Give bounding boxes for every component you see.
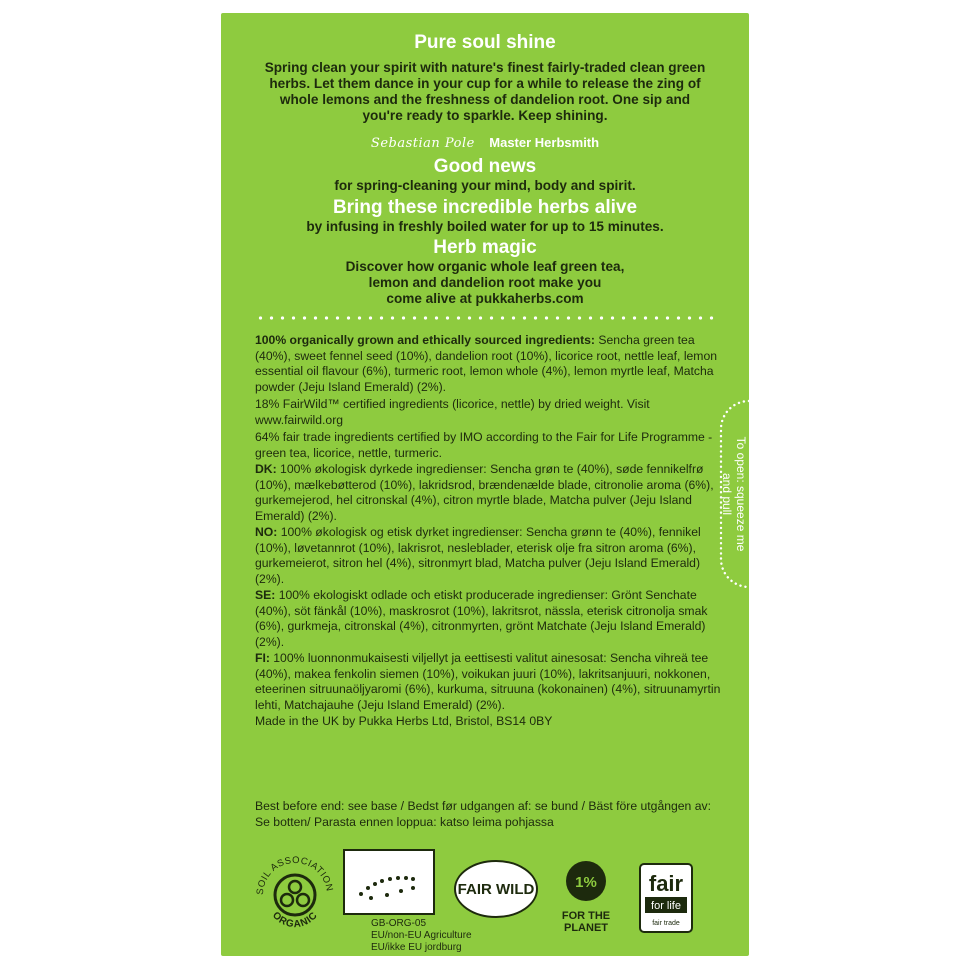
fair-for-life-icon xyxy=(639,863,693,933)
svg-text:ORGANIC: ORGANIC xyxy=(269,909,321,931)
translation-text: 100% ekologiskt odlade och etiskt producerade ingredienser: Grönt Senchate (40%), söt fänkål (10%), maskrosrot (10%), lakritsrot, nässla, eterisk citronolja smak (6%), gurkmeja, citronskal (4%), citronmyrten, grönt Matchate (Jeju Island Emerald) (2%). xyxy=(255,588,708,649)
translation-code: NO: xyxy=(255,525,278,539)
ingredients-list: Sencha green tea (40%), sweet fennel seed (10%), dandelion root (10%), licorice root, nettle leaf, lemon essential oil flavour (6%), turmeric root, lemon whole (4%), lemon myrtle leaf, Matcha powder (Jeju Island Emerald) (2%). xyxy=(255,333,718,394)
fairtrade-statement: 64% fair trade ingredients certified by IMO according to the Fair for Life Programme - green tea, licorice, nettle, turmeric. xyxy=(255,430,713,460)
herb-magic-line-3: come alive at pukkaherbs.com xyxy=(386,291,584,306)
svg-text:FAIR WILD: FAIR WILD xyxy=(457,881,535,898)
herb-magic-title: Herb magic xyxy=(433,237,537,258)
svg-text:PLANET: PLANET xyxy=(564,922,608,934)
translation-text: 100% luonnonmukaisesti viljellyt ja eettisesti valitut ainesosat: Sencha vihreä tee (40%), makea fenkolin siemen (10%), voikukan juuri (10%), lakritsanjuuri, nokkonen, eteerinen sitruunaöljyaromi (6%), kurkuma, sitruuna (kokonainen) (4%), sitruunamyrtin lehti, Matchajauhe (Jeju Island Emerald) (2%). xyxy=(255,651,721,712)
eu-line-1: EU/non-EU Agriculture xyxy=(371,930,472,941)
fair-for-life-logo xyxy=(639,863,693,933)
eu-line-2: EU/ikke EU jordburg xyxy=(371,942,462,953)
fairwild-statement: 18% FairWild™ certified ingredients (licorice, nettle) by dried weight. Visit www.fairwild.org xyxy=(255,397,650,427)
signature: Sebastian Pole xyxy=(370,136,475,151)
translation-text: 100% økologisk dyrkede ingredienser: Sencha grøn te (40%), søde fennikelfrø (10%), mælkebøtterod (10%), lakridsrod, brændenælde blade, citronolie aroma (6%), gurkemejerod, hel citronskal (4%), citron myrtle blade, Matcha pulver (Jeju Island Emerald) (2%). xyxy=(255,462,714,523)
svg-text:fair trade: fair trade xyxy=(652,920,680,927)
good-news-title: Good news xyxy=(433,156,537,177)
open-instructions-line-1: To open: squeeze me xyxy=(734,436,748,552)
svg-text:SOIL ASSOCIATION: SOIL ASSOCIATION xyxy=(254,854,335,896)
soil-association-icon xyxy=(249,849,341,941)
intro-text: Spring clean your spirit with nature's finest fairly-traded clean green herbs. Let them dance in your cup for a while to release the zing of whole lemons and the freshness of dandelion root. One sip and you're ready to sparkle. Keep shining. xyxy=(264,60,706,123)
herb-magic-line-2: lemon and dandelion root make you xyxy=(368,275,602,290)
signature-role: Master Herbsmith xyxy=(489,135,600,150)
svg-text:FOR THE: FOR THE xyxy=(561,910,611,922)
translation-code: SE: xyxy=(255,588,276,602)
brew-text: by infusing in freshly boiled water for up to 15 minutes. xyxy=(306,219,664,234)
fairwild-icon xyxy=(453,859,539,919)
svg-text:1%: 1% xyxy=(575,874,597,891)
ingredients-section xyxy=(255,333,725,730)
brew-title: Bring these incredible herbs alive xyxy=(332,197,638,218)
eu-leaf-icon xyxy=(343,849,435,915)
tea-box-back-panel xyxy=(221,13,749,956)
fairwild-logo xyxy=(453,859,539,919)
translation-text: 100% økologisk og etisk dyrket ingredienser: Sencha grønn te (40%), fennikel (10%), løvetannrot (10%), lakrisrot, nesleblader, eterisk olje fra sitron aroma (6%), gurkemeierot, sitron hel (4%), sitronmyrt blad, Matcha pulver (Jeju Island Emerald) (2%). xyxy=(255,525,701,586)
open-tab[interactable] xyxy=(719,399,749,589)
signature-block xyxy=(221,134,749,152)
open-instructions-line-2: and pull xyxy=(720,472,734,516)
translation-code: FI: xyxy=(255,651,270,665)
translation-code: DK: xyxy=(255,462,277,476)
dotted-divider xyxy=(255,315,715,321)
svg-text:fair: fair xyxy=(648,871,684,896)
ingredients-lead: 100% organically grown and ethically sourced ingredients: xyxy=(255,333,595,347)
svg-text:for life: for life xyxy=(651,900,681,912)
herb-magic-line-1: Discover how organic whole leaf green tea, xyxy=(345,259,625,274)
eu-code: GB-ORG-05 xyxy=(371,918,427,929)
translation-dk xyxy=(255,462,725,524)
eu-organic-logo xyxy=(343,849,435,915)
ingredients-paragraph xyxy=(255,333,725,395)
open-instructions xyxy=(720,437,748,552)
planet-icon xyxy=(557,859,615,939)
eu-organic-caption xyxy=(371,918,472,954)
translation-fi xyxy=(255,651,725,713)
main-title: Pure soul shine xyxy=(414,32,556,53)
soil-association-logo xyxy=(249,849,341,941)
one-percent-for-the-planet-logo xyxy=(557,859,615,939)
translation-se xyxy=(255,588,725,650)
good-news-text: for spring-cleaning your mind, body and spirit. xyxy=(334,178,636,193)
translation-no xyxy=(255,525,725,587)
made-in-statement: Made in the UK by Pukka Herbs Ltd, Bristol, BS14 0BY xyxy=(255,714,553,728)
best-before-text: Best before end: see base / Bedst før udgangen af: se bund / Bäst före utgången av: Se botten/ Parasta ennen loppua: katso leima pohjassa xyxy=(255,799,711,829)
